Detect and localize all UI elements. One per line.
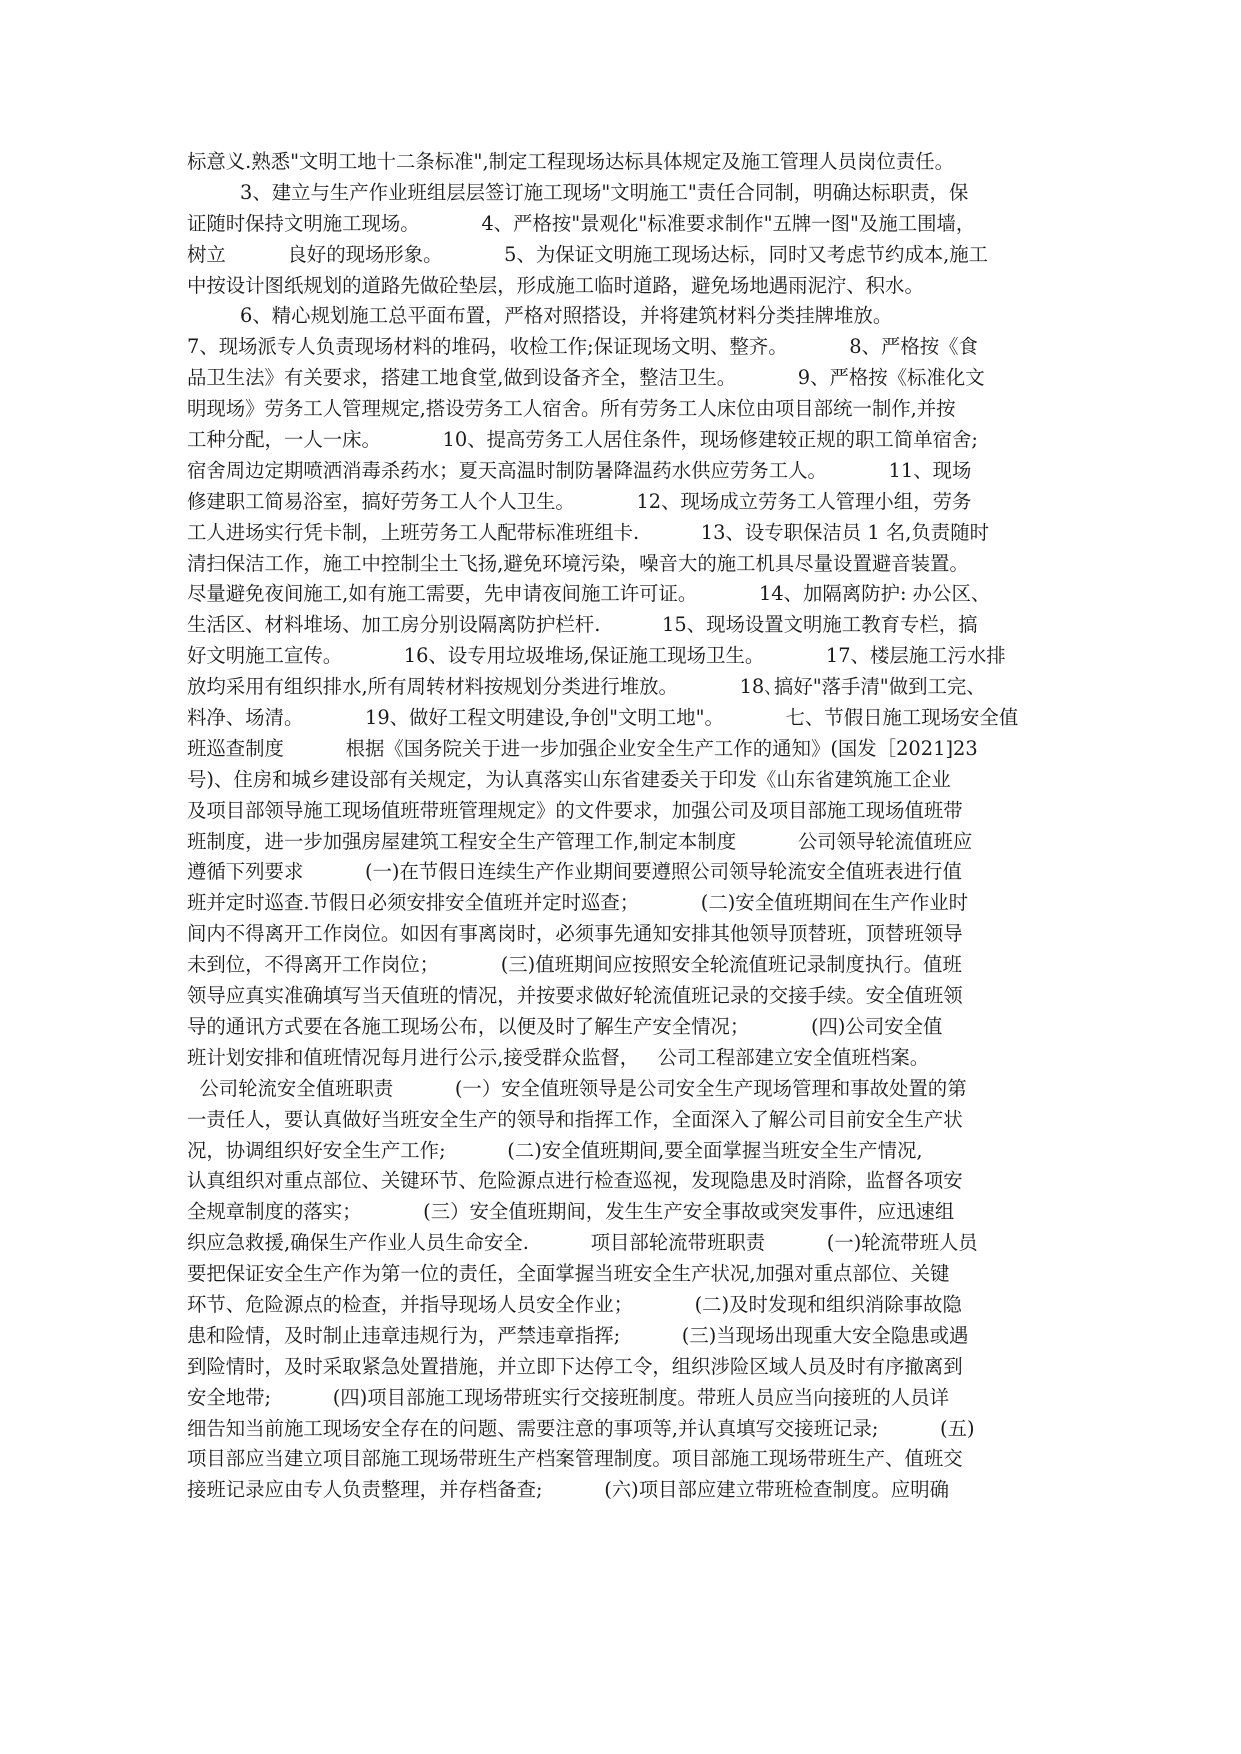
text-line: 料净、场清。 19、做好工程文明建设,争创"文明工地"。 七、节假日施工现场安全值 <box>187 706 1019 730</box>
text-line: 工种分配，一人一床。 10、提高劳务工人居住条件，现场修建较正规的职工简单宿舍; <box>187 428 978 452</box>
text-line: 标意义.熟悉"文明工地十二条标准",制定工程现场达标具体规定及施工管理人员岗位责任。 <box>187 150 955 173</box>
text-line: 到险情时，及时采取紧急处置措施，并立即下达停工令，组织涉险区域人员及时有序撤离到 <box>187 1354 963 1378</box>
text-line: 导的通讯方式要在各施工现场公布，以便及时了解生产安全情况； (四)公司安全值 <box>187 1014 943 1038</box>
text-line: 要把保证安全生产作为第一位的责任，全面掌握当班安全生产状况,加强对重点部位、关键 <box>187 1262 950 1286</box>
text-line: 安全地带; (四)项目部施工现场带班实行交接班制度。带班人员应当向接班的人员详 <box>187 1385 949 1409</box>
text-line: 及项目部领导施工现场值班带班管理规定》的文件要求，加强公司及项目部施工现场值班带 <box>187 798 963 822</box>
text-line: 况，协调组织好安全生产工作; (二)安全值班期间,要全面掌握当班安全生产情况, <box>187 1138 923 1162</box>
text-line: 号)、住房和城乡建设部有关规定，为认真落实山东省建委关于印发《山东省建筑施工企业 <box>187 767 951 791</box>
text-line: 3、建立与生产作业班组层层签订施工现场"文明施工"责任合同制，明确达标职责，保 <box>240 180 969 204</box>
text-line: 患和险情，及时制止违章违规行为，严禁违章指挥; (三)当现场出现重大安全隐患或遇 <box>187 1323 969 1347</box>
text-line: 工人进场实行凭卡制，上班劳务工人配带标准班组卡. 13、设专职保洁员 1 名,负责随时 <box>187 520 989 544</box>
text-line: 公司轮流安全值班职责 (一）安全值班领导是公司安全生产现场管理和事故处置的第 <box>187 1076 967 1100</box>
text-line: 一责任人，要认真做好当班安全生产的领导和指挥工作，全面深入了解公司目前安全生产状 <box>187 1107 963 1131</box>
text-line: 领导应真实准确填写当天值班的情况，并按要求做好轮流值班记录的交接手续。安全值班领 <box>187 984 963 1008</box>
text-line: 生活区、材料堆场、加工房分别设隔离防护栏杆. 15、现场设置文明施工教育专栏，搞 <box>187 613 978 637</box>
text-line: 修建职工简易浴室，搞好劳务工人个人卫生。 12、现场成立劳务工人管理小组，劳务 <box>187 489 972 513</box>
text-line: 接班记录应由专人负责整理，并存档备查; (六)项目部应建立带班检查制度。应明确 <box>187 1478 949 1502</box>
text-line: 尽量避免夜间施工,如有施工需要，先申请夜间施工许可证。 14、加隔离防护: 办公区、 <box>187 582 991 606</box>
text-line: 细告知当前施工现场安全存在的问题、需要注意的事项等,并认真填写交接班记录; (五) <box>187 1416 975 1440</box>
text-line: 7、现场派专人负责现场材料的堆码，收检工作;保证现场文明、整齐。 8、严格按《食 <box>187 335 978 359</box>
text-line: 班巡查制度 根据《国务院关于进一步加强企业安全生产工作的通知》(国发［2021]23 <box>187 736 978 760</box>
text-line: 班并定时巡查.节假日必须安排安全值班并定时巡查； (二)安全值班期间在生产作业时 <box>187 891 968 915</box>
text-line: 放均采用有组织排水,所有周转材料按规划分类进行堆放。 18､搞好"落手清"做到工完、 <box>187 675 986 699</box>
text-line: 遵循下列要求 (一)在节假日连续生产作业期间要遵照公司领导轮流安全值班表进行值 <box>187 860 962 884</box>
text-line: 证随时保持文明施工现场。 4、严格按"景观化"标准要求制作"五牌一图"及施工围墙， <box>187 211 976 235</box>
text-line: 中按设计图纸规划的道路先做砼垫层，形成施工临时道路，避免场地遇雨泥泞、积水。 <box>187 273 924 297</box>
text-line: 认真组织对重点部位、关键环节、危险源点进行检查巡视，发现隐患及时消除，监督各项安 <box>187 1169 963 1193</box>
text-line: 好文明施工宣传。 16、设专用垃圾堆场,保证施工现场卫生。 17、楼层施工污水排 <box>187 644 1006 668</box>
text-line: 间内不得离开工作岗位。如因有事离岗时，必须事先通知安排其他领导顶替班，顶替班领导 <box>187 922 963 946</box>
text-line: 明现场》劳务工人管理规定,搭设劳务工人宿舍。所有劳务工人床位由项目部统一制作,并按 <box>187 397 956 421</box>
text-line: 树立 良好的现场形象。 5、为保证文明施工现场达标，同时又考虑节约成本,施工 <box>187 242 989 266</box>
text-line: 未到位，不得离开工作岗位； (三)值班期间应按照安全轮流值班记录制度执行。值班 <box>187 953 962 977</box>
text-line: 清扫保洁工作，施工中控制尘土飞扬,避免环境污染，噪音大的施工机具尽量设置避音装置。 <box>187 551 969 575</box>
text-line: 6、精心规划施工总平面布置，严格对照搭设，并将建筑材料分类挂牌堆放。 <box>240 304 893 328</box>
text-line: 环节、危险源点的检查，并指导现场人员安全作业； (二)及时发现和组织消除事故隐 <box>187 1292 962 1316</box>
document-body <box>187 147 1055 1506</box>
text-line: 宿舍周边定期喷洒消毒杀药水；夏天高温时制防暑降温药水供应劳务工人。 11、现场 <box>187 458 972 482</box>
text-line: 全规章制度的落实； (三）安全值班期间，发生生产安全事故或突发事件，应迅速组 <box>187 1200 955 1224</box>
text-line: 项目部应当建立项目部施工现场带班生产档案管理制度。项目部施工现场带班生产、值班交 <box>187 1447 963 1471</box>
text-line: 品卫生法》有关要求，搭建工地食堂,做到设备齐全，整洁卫生。 9、严格按《标准化文 <box>187 366 985 390</box>
text-line: 班制度，进一步加强房屋建筑工程安全生产管理工作,制定本制度 公司领导轮流值班应 <box>187 829 973 853</box>
text-line: 班计划安排和值班情况每月进行公示,接受群众监督， 公司工程部建立安全值班档案。 <box>187 1045 930 1069</box>
text-line: 织应急救援,确保生产作业人员生命安全. 项目部轮流带班职责 (一)轮流带班人员 <box>187 1231 978 1255</box>
